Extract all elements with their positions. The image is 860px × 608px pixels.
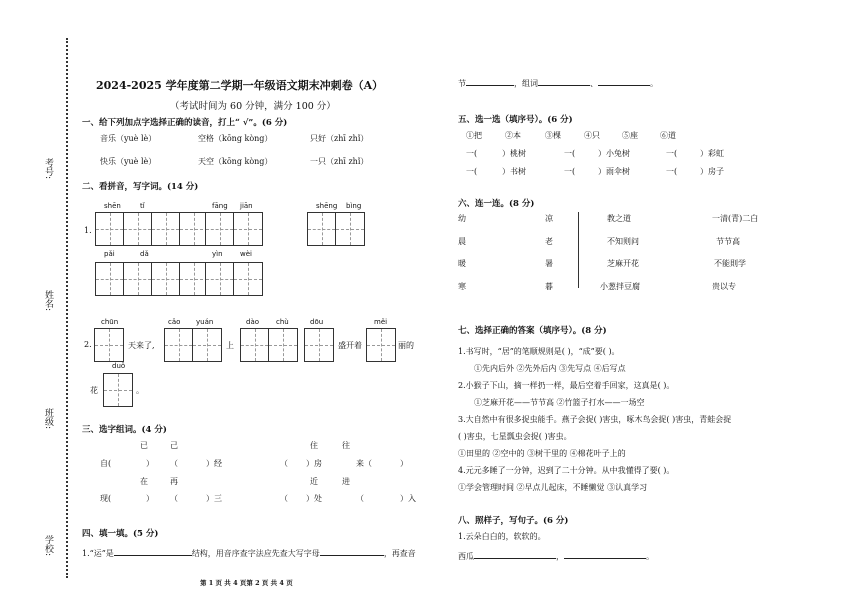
match-left[interactable]: 寒 <box>458 282 466 291</box>
fill-text: ）处 <box>306 494 322 503</box>
writing-grid[interactable] <box>240 328 298 362</box>
example-sentence: 1.云朵白白的，软软的。 <box>458 532 546 541</box>
writing-grid[interactable] <box>304 328 334 362</box>
section-6-heading: 六、连一连。(8 分) <box>458 199 535 209</box>
match-phrase[interactable]: 教之道 <box>607 214 631 223</box>
question: 1.书写时，“居”的笔顺规则是( )，“成”要( )。 <box>458 347 620 356</box>
section-2-heading: 二、看拼音，写字词。(14 分) <box>82 182 199 192</box>
s1-item: 音乐（yuè lè） <box>100 134 157 143</box>
writing-grid[interactable] <box>205 262 263 296</box>
question-options: ①田里的 ②空中的 ③树干里的 ④棉花叶子上的 <box>458 449 626 458</box>
s1-item: 一只（zhī zhǐ） <box>310 157 369 166</box>
school-label: 学校: <box>43 535 53 557</box>
page-footer: 第 1 页 共 4 页第 2 页 共 4 页 <box>200 579 293 587</box>
s1-item: 天空（kōng kòng） <box>198 157 273 166</box>
s8-sep: ， <box>556 552 564 561</box>
pinyin: wèi <box>240 250 252 258</box>
sentence-text: 盛开着 <box>338 341 362 350</box>
s1-item: 快乐（yuè lè） <box>100 157 157 166</box>
page-subtitle: （考试时间为 60 分钟，满分 100 分） <box>170 101 336 112</box>
fill-text: ）三 <box>206 494 222 503</box>
match-ending[interactable]: 一清(青)二白 <box>712 214 759 223</box>
divider-line <box>578 212 579 288</box>
option: ②本 <box>505 131 521 140</box>
pinyin: jiān <box>240 202 253 210</box>
fill-text: ）房 <box>306 459 322 468</box>
pinyin: duǒ <box>112 362 126 370</box>
match-left[interactable]: 暖 <box>458 259 466 268</box>
question: 4.元元多睡了一分钟，迟到了二十分钟。从中我懂得了要( )。 <box>458 466 675 475</box>
match-ending[interactable]: 不能則学 <box>714 259 746 268</box>
writing-grid[interactable] <box>366 328 396 362</box>
writing-grid[interactable] <box>95 212 209 246</box>
pinyin: shēng <box>316 202 338 210</box>
pinyin: yìn <box>212 250 223 258</box>
fill-text: ）经 <box>206 459 222 468</box>
char-option: 往 <box>342 441 350 450</box>
match-mid[interactable]: 凉 <box>545 214 553 223</box>
question-options: ①芝麻开花——节节高 ②竹篮子打水——一场空 <box>474 398 645 407</box>
answer-blank[interactable] <box>474 549 556 559</box>
fill-text: ） <box>146 459 154 468</box>
fill-text: （ <box>356 494 364 503</box>
option: ③棵 <box>545 131 561 140</box>
match-phrase[interactable]: 不知则问 <box>607 237 639 246</box>
pinyin: dào <box>246 318 260 326</box>
pinyin: tǐ <box>140 202 145 210</box>
pinyin: cǎo <box>168 318 181 326</box>
question: 3.大自然中有很多捉虫能手。燕子会捉( )害虫，啄木鸟会捉( )害虫，青蛙会捉 <box>458 415 732 424</box>
s8-stem: 西瓜 <box>458 552 474 561</box>
question: 2.小猴子下山，摘一样扔一样，最后空着手回家，这真是( )。 <box>458 381 675 390</box>
s4-continuation <box>458 76 658 89</box>
char-option: 已 <box>140 441 148 450</box>
answer-blank[interactable] <box>114 546 192 556</box>
fill-text: ）彩虹 <box>700 149 724 158</box>
writing-grid[interactable] <box>94 328 124 362</box>
s4-text: 节 <box>458 79 466 88</box>
pinyin: fāng <box>212 202 228 210</box>
fill-text: （ <box>280 459 288 468</box>
fill-text: （ <box>170 494 178 503</box>
answer-blank[interactable] <box>538 76 590 86</box>
fill-text: ）书树 <box>502 167 526 176</box>
s4-text: 1.“运”是 <box>82 549 114 558</box>
pinyin: pǎi <box>104 250 115 258</box>
writing-grid[interactable] <box>103 373 133 407</box>
section-3-heading: 三、选字组词。(4 分) <box>82 425 167 435</box>
sentence-text: 。 <box>136 386 144 395</box>
pinyin: chù <box>276 318 289 326</box>
match-left[interactable]: 幼 <box>458 214 466 223</box>
s8-end: 。 <box>646 552 654 561</box>
fill-text: 一( <box>564 149 576 158</box>
fill-text: ） <box>400 459 408 468</box>
pinyin: shēn <box>104 202 121 210</box>
fill-text: 一( <box>666 167 678 176</box>
option: ⑤座 <box>622 131 638 140</box>
section-8-heading: 八、照样子，写句子。(6 分) <box>458 516 569 526</box>
fill-text: ）入 <box>400 494 416 503</box>
s4-text: 结构，用音序查字法应先查大写字母 <box>191 549 320 558</box>
pinyin: yuán <box>196 318 214 326</box>
fill-text: ）桃树 <box>502 149 526 158</box>
section-1-heading: 一、给下列加点字选择正确的读音，打上“ √”。(6 分) <box>82 118 288 128</box>
s1-item: 只好（zhī zhǐ） <box>310 134 369 143</box>
char-option: 进 <box>342 477 350 486</box>
match-phrase[interactable]: 芝麻开花 <box>607 259 639 268</box>
question-options: ①学会管理时间 ②早点儿起床，不睡懒觉 ③认真学习 <box>458 483 648 492</box>
s4-text: ，组词 <box>514 79 538 88</box>
match-phrase[interactable]: 小葱拌豆腐 <box>600 282 640 291</box>
question-options: ①先内后外 ②先外后内 ③先写点 ④后写点 <box>474 364 626 373</box>
pinyin: měi <box>374 318 388 326</box>
section-7-heading: 七、选择正确的答案（填序号）。(8 分) <box>458 326 607 336</box>
pinyin: bìng <box>346 202 362 210</box>
match-mid[interactable]: 暮 <box>545 282 553 291</box>
char-option: 近 <box>310 477 318 486</box>
match-ending[interactable]: 贵以专 <box>712 282 736 291</box>
s4-text: 。 <box>650 79 658 88</box>
fill-text: 一( <box>666 149 678 158</box>
fill-text: 自( <box>100 459 112 468</box>
fill-text: ） <box>146 494 154 503</box>
answer-blank[interactable] <box>466 76 514 86</box>
pinyin: dǎ <box>140 250 149 258</box>
writing-grid[interactable] <box>205 212 263 246</box>
binding-margin-line <box>66 38 68 578</box>
writing-grid[interactable] <box>307 212 365 246</box>
fill-text: 一( <box>466 167 478 176</box>
fill-text: （ <box>170 459 178 468</box>
pinyin: chūn <box>101 318 119 326</box>
option: ④只 <box>584 131 600 140</box>
sentence-text: 天来了, <box>128 341 155 350</box>
char-option: 再 <box>170 477 178 486</box>
writing-grid[interactable] <box>164 328 222 362</box>
question: ( )害虫，七星瓢虫会捉( )害虫。 <box>458 432 572 441</box>
class-label: 班级: <box>43 408 53 430</box>
item-number: 2. <box>84 340 92 349</box>
fill-text: ）雨伞树 <box>598 167 630 176</box>
sentence-text: 丽的 <box>398 341 414 350</box>
fill-text: 现( <box>100 494 112 503</box>
pinyin: dōu <box>310 318 324 326</box>
option: ①把 <box>466 131 482 140</box>
char-option: 住 <box>310 441 318 450</box>
section-4-heading: 四、填一填。(5 分) <box>82 529 159 539</box>
s8-line <box>458 549 654 562</box>
fill-text: ）小兔树 <box>598 149 630 158</box>
char-option: 己 <box>170 441 178 450</box>
fill-text: 一( <box>466 149 478 158</box>
fill-text: 一( <box>564 167 576 176</box>
s4-text: ，再查音 <box>383 549 416 558</box>
item-number: 1. <box>84 226 92 235</box>
match-mid[interactable]: 老 <box>545 237 553 246</box>
page-title: 2024-2025 学年度第二学期一年级语文期末冲刺卷（A） <box>96 79 384 92</box>
fill-text: （ <box>280 494 288 503</box>
writing-grid[interactable] <box>95 262 209 296</box>
exam-number-label: 考号: <box>43 158 53 180</box>
match-ending[interactable]: 节节高 <box>716 237 740 246</box>
section-5-heading: 五、选一选（填序号）。(6 分) <box>458 115 573 125</box>
s1-item: 空格（kōng kòng） <box>198 134 273 143</box>
answer-blank[interactable] <box>564 549 646 559</box>
s4-line <box>82 546 416 559</box>
answer-blank[interactable] <box>320 546 384 556</box>
name-label: 姓名: <box>43 290 53 312</box>
match-left[interactable]: 晨 <box>458 237 466 246</box>
sentence-text: 花 <box>90 386 98 395</box>
s4-text: 、 <box>590 79 598 88</box>
option: ⑥道 <box>660 131 676 140</box>
fill-text: 来（ <box>356 459 372 468</box>
char-option: 在 <box>140 477 148 486</box>
fill-text: ）房子 <box>700 167 724 176</box>
match-mid[interactable]: 暑 <box>545 259 553 268</box>
sentence-text: 上 <box>226 341 234 350</box>
answer-blank[interactable] <box>598 76 650 86</box>
